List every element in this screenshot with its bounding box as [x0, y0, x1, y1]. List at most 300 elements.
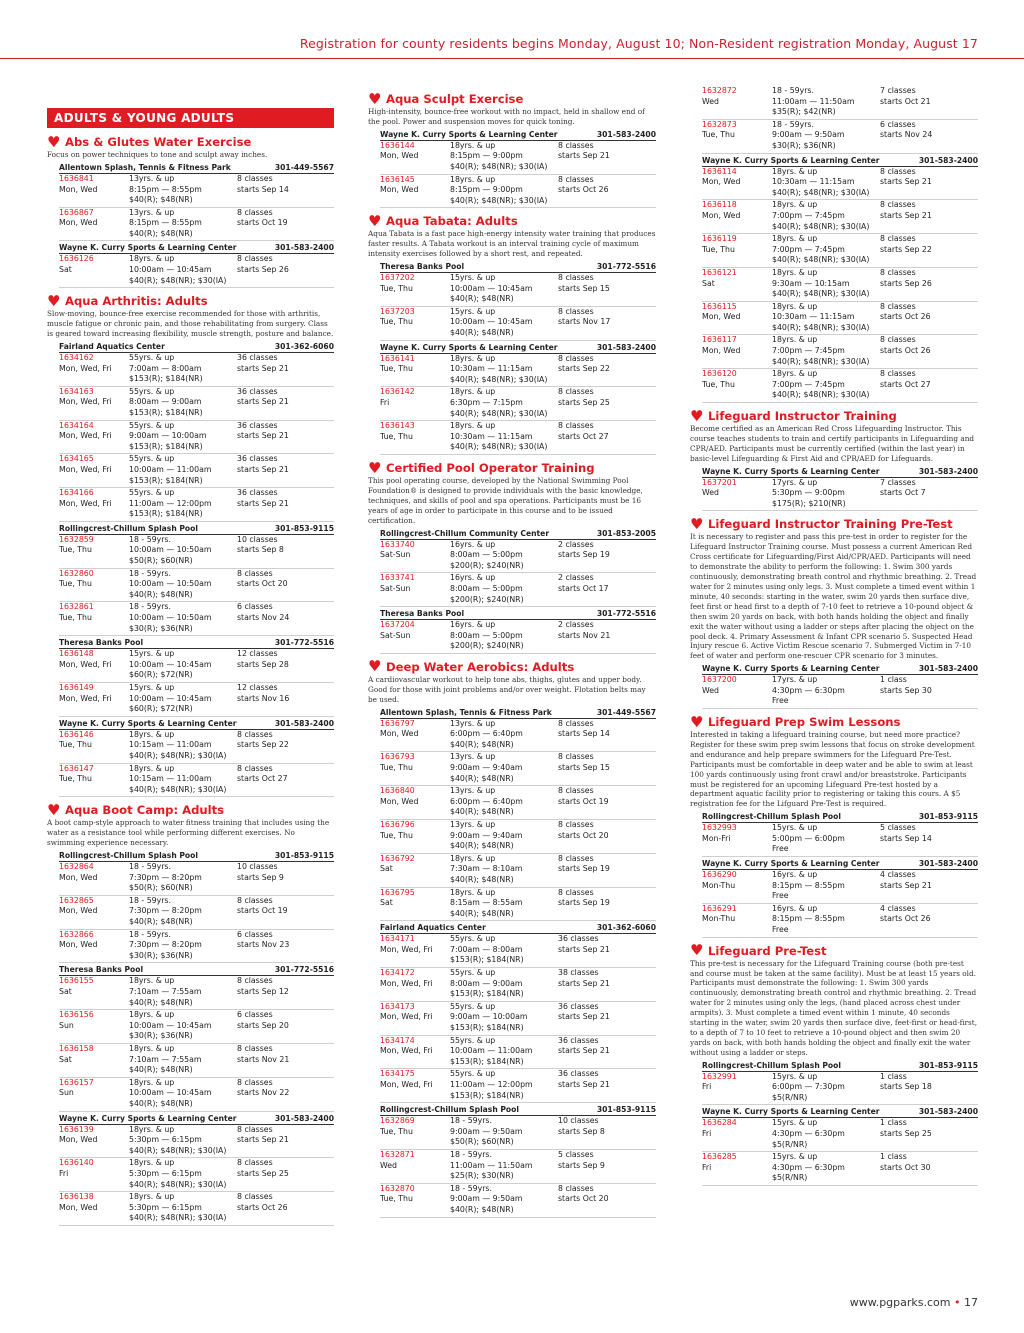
location-name: Fairland Aquatics Center [380, 923, 486, 933]
course-block [47, 800, 334, 1226]
location-name: Theresa Banks Pool [380, 262, 465, 272]
location-header [59, 1112, 334, 1125]
class-listing [702, 120, 978, 154]
class-fee: $153(R); $184(NR) [450, 1090, 524, 1100]
start-date: starts Sep 18 [880, 1082, 932, 1092]
course-code-link[interactable]: 1637201 [702, 477, 737, 487]
listing-code-days [59, 569, 129, 601]
class-listing [59, 174, 334, 208]
listing-sessions [558, 1184, 656, 1216]
course-code-link[interactable]: 1632873 [702, 119, 737, 129]
listing-age-time-fee [129, 1192, 237, 1224]
meeting-days: Sat [59, 1054, 72, 1064]
class-fee: $200(R); $240(NR) [450, 641, 524, 651]
class-listing [702, 234, 978, 268]
listing-sessions [558, 1069, 656, 1101]
listing-sessions [880, 1152, 978, 1184]
meeting-days: Sun [59, 1020, 74, 1030]
course-code-link[interactable]: 1636156 [59, 1010, 94, 1020]
course-code-link[interactable]: 1636143 [380, 421, 415, 431]
location-name: Rollingcrest-Chillum Splash Pool [59, 851, 198, 861]
age-range: 15yrs. & up [129, 649, 175, 659]
class-time: 6:00pm — 7:30pm [772, 1082, 845, 1092]
class-listing [59, 930, 334, 964]
start-date: starts Sep 22 [237, 740, 289, 750]
listing-code-days [59, 353, 129, 385]
listing-code-days [380, 1069, 450, 1101]
course-code-link[interactable]: 1636796 [380, 819, 415, 829]
course-code-link[interactable]: 1637200 [702, 675, 737, 685]
location-phone: 301-583-2400 [274, 243, 334, 253]
class-time: 8:00am — 5:00pm [450, 550, 523, 560]
listing-age-time-fee [129, 421, 237, 453]
location-header [59, 963, 334, 976]
heart-icon: ♥ [47, 291, 61, 310]
location-header [702, 1105, 978, 1118]
course-code-link[interactable]: 1632861 [59, 602, 94, 612]
age-range: 13yrs. & up [450, 819, 496, 829]
class-fee: $153(R); $184(NR) [129, 407, 203, 417]
course-code-link[interactable]: 1636797 [380, 718, 415, 728]
meeting-days: Tue, Thu [380, 762, 413, 772]
listing-sessions [880, 335, 978, 367]
location-header [380, 607, 656, 620]
class-time: 9:00am — 9:40am [450, 830, 523, 840]
course-code-link[interactable]: 1636285 [702, 1152, 737, 1162]
listing-sessions [558, 968, 656, 1000]
location-phone: 301-362-6060 [274, 341, 334, 351]
listing-code-days [702, 1152, 772, 1184]
location-header [59, 717, 334, 730]
start-date: starts Sep 25 [237, 1168, 289, 1178]
course-code-link[interactable]: 1632859 [59, 534, 94, 544]
class-listing [59, 862, 334, 896]
course-code-link[interactable]: 1636142 [380, 387, 415, 397]
listing-age-time-fee [772, 234, 880, 266]
location-phone: 301-853-9115 [274, 523, 334, 533]
listing-code-days [59, 764, 129, 796]
class-listing [380, 273, 656, 307]
class-count: 8 classes [880, 301, 916, 311]
location-phone: 301-449-5567 [274, 162, 334, 172]
meeting-days: Mon, Wed [59, 940, 98, 950]
listing-sessions [880, 120, 978, 152]
course-code-link[interactable]: 1634165 [59, 454, 94, 464]
age-range: 18yrs. & up [450, 421, 496, 431]
class-listing [59, 649, 334, 683]
listing-code-days [702, 86, 772, 118]
start-date: starts Oct 19 [558, 796, 609, 806]
listing-age-time-fee [450, 273, 558, 305]
location-name: Rollingcrest-Chillum Splash Pool [702, 1060, 841, 1070]
listing-age-time-fee [772, 1072, 880, 1104]
location-header [59, 636, 334, 649]
course-code-link[interactable]: 1636115 [702, 301, 737, 311]
course-code-link[interactable]: 1636149 [59, 683, 94, 692]
course-code-link[interactable]: 1636139 [59, 1124, 94, 1134]
meeting-days: Sat-Sun [380, 550, 411, 560]
start-date: starts Sep 21 [237, 1135, 289, 1145]
age-range: 18yrs. & up [772, 301, 818, 311]
class-count: 8 classes [237, 976, 273, 986]
course-code-link[interactable]: 1632864 [59, 862, 94, 872]
heart-icon: ♥ [47, 132, 61, 151]
age-range: 55yrs. & up [129, 386, 175, 396]
class-fee: $153(R); $184(NR) [450, 1056, 524, 1066]
class-listing [380, 1116, 656, 1150]
course-code-link[interactable]: 1636147 [59, 763, 94, 773]
heart-icon: ♥ [690, 406, 704, 425]
listing-sessions [880, 86, 978, 118]
course-code-link[interactable]: 1632860 [59, 568, 94, 578]
course-code-link[interactable]: 1634172 [380, 968, 415, 978]
meeting-days: Mon, Wed [380, 185, 419, 195]
class-listing [380, 1002, 656, 1036]
listing-age-time-fee [450, 307, 558, 339]
listing-code-days [702, 234, 772, 266]
start-date: starts Sep 21 [237, 464, 289, 474]
class-count: 36 classes [558, 1001, 599, 1011]
course-code-link[interactable]: 1633740 [380, 539, 415, 549]
listing-age-time-fee [129, 454, 237, 486]
class-time: 8:15pm — 8:55pm [129, 184, 202, 194]
location-phone: 301-583-2400 [918, 155, 978, 165]
class-count: 8 classes [558, 140, 594, 150]
course-code-link[interactable]: 1636114 [702, 166, 737, 176]
class-fee: $35(R); $42(NR) [772, 107, 836, 117]
location-name: Theresa Banks Pool [59, 638, 144, 648]
course-code-link[interactable]: 1634173 [380, 1001, 415, 1011]
location-header [380, 1103, 656, 1116]
course-code-link[interactable]: 1636145 [380, 174, 415, 184]
age-range: 16yrs. & up [450, 573, 496, 583]
listing-age-time-fee [772, 120, 880, 152]
course-code-link[interactable]: 1636141 [380, 353, 415, 363]
course-code-link[interactable]: 1636795 [380, 887, 415, 897]
listing-age-time-fee [129, 896, 237, 928]
age-range: 18yrs. & up [772, 267, 818, 277]
listing-age-time-fee [450, 387, 558, 419]
class-time: 8:15pm — 9:00pm [450, 151, 523, 161]
listing-code-days [380, 421, 450, 453]
class-count: 5 classes [880, 823, 916, 833]
class-time: 9:00am — 9:50am [772, 130, 845, 140]
course-code-link[interactable]: 1633741 [380, 573, 415, 583]
age-range: 55yrs. & up [129, 352, 175, 362]
listing-sessions [558, 273, 656, 305]
age-range: 15yrs. & up [772, 823, 818, 833]
location-phone: 301-583-2400 [596, 342, 656, 352]
course-code-link[interactable]: 1632870 [380, 1183, 415, 1193]
course-code-link[interactable]: 1634175 [380, 1069, 415, 1079]
listing-sessions [237, 976, 334, 1008]
course-code-link[interactable]: 1634166 [59, 488, 94, 498]
meeting-days: Mon, Wed [380, 796, 419, 806]
course-code-link[interactable]: 1636158 [59, 1043, 94, 1053]
course-code-link[interactable]: 1634164 [59, 420, 94, 430]
class-time: 8:00am — 5:00pm [450, 630, 523, 640]
meeting-days: Wed [702, 488, 719, 498]
course-code-link[interactable]: 1632991 [702, 1071, 737, 1081]
course-description: High-intensity, bounce-free workout with no impact, held in shallow end of the pool. Power and suspension moves for quick toning. [368, 107, 645, 126]
class-count: 1 class [880, 1118, 907, 1128]
class-count: 7 classes [880, 477, 916, 487]
meeting-days: Mon, Wed, Fri [59, 464, 112, 474]
class-listing [59, 764, 334, 798]
age-range: 55yrs. & up [450, 1001, 496, 1011]
course-title [690, 514, 978, 533]
course-code-link[interactable]: 1636867 [59, 207, 94, 217]
class-listing [380, 1184, 656, 1218]
course-code-link[interactable]: 1636155 [59, 976, 94, 986]
class-time: 11:00am — 12:00pm [450, 1080, 533, 1089]
meeting-days: Mon, Wed [59, 1202, 98, 1212]
listing-age-time-fee [129, 208, 237, 240]
section-banner: ADULTS & YOUNG ADULTS [47, 108, 334, 128]
course-title-text: Lifeguard Prep Swim Lessons [708, 715, 901, 729]
start-date: starts Sep 15 [558, 283, 610, 293]
listing-sessions [237, 1158, 334, 1190]
course-code-link[interactable]: 1636157 [59, 1077, 94, 1087]
class-count: 6 classes [237, 929, 273, 939]
class-listing [59, 683, 334, 717]
course-code-link[interactable]: 1636146 [59, 729, 94, 739]
class-time: 4:30pm — 6:30pm [772, 685, 845, 695]
listing-sessions [237, 254, 334, 286]
age-range: 16yrs. & up [772, 903, 818, 913]
course-code-link[interactable]: 1636140 [59, 1158, 94, 1168]
meeting-days: Sat [59, 987, 72, 996]
course-title-text: Certified Pool Operator Training [386, 461, 595, 475]
location-name: Wayne K. Curry Sports & Learning Center [380, 129, 558, 139]
class-time: 7:30pm — 8:20pm [129, 872, 202, 882]
listing-code-days [59, 1158, 129, 1190]
class-time: 11:00am — 12:00pm [129, 498, 212, 508]
listing-code-days [702, 870, 772, 902]
course-code-link[interactable]: 1636117 [702, 335, 737, 345]
course-block [690, 406, 978, 511]
listing-sessions [880, 302, 978, 334]
column-3 [690, 86, 978, 1192]
age-range: 18yrs. & up [129, 1077, 175, 1087]
class-count: 8 classes [558, 306, 594, 316]
listing-code-days [380, 1116, 450, 1148]
listing-age-time-fee [772, 1118, 880, 1150]
class-listing [380, 820, 656, 854]
course-code-link[interactable]: 1636291 [702, 903, 737, 913]
start-date: starts Sep 8 [237, 545, 284, 555]
class-fee: $40(R); $48(NR); $30(IA) [450, 408, 548, 418]
class-count: 36 classes [558, 1069, 599, 1079]
listing-code-days [59, 1125, 129, 1157]
meeting-days: Mon, Wed, Fri [59, 659, 112, 669]
course-code-link[interactable]: 1636148 [59, 649, 94, 659]
course-code-link[interactable]: 1636119 [702, 234, 737, 244]
listing-age-time-fee [450, 354, 558, 386]
start-date: starts Nov 24 [880, 130, 933, 140]
course-code-link[interactable]: 1636290 [702, 870, 737, 880]
course-code-link[interactable]: 1634171 [380, 934, 415, 944]
location-name: Fairland Aquatics Center [59, 341, 165, 351]
start-date: starts Oct 26 [558, 185, 609, 195]
course-code-link[interactable]: 1636793 [380, 752, 415, 762]
age-range: 18 - 59yrs. [129, 534, 171, 544]
meeting-days: Tue, Thu [59, 774, 92, 784]
class-time: 9:00am — 9:40am [450, 762, 523, 772]
course-code-link[interactable]: 1634163 [59, 386, 94, 396]
class-listing [59, 1158, 334, 1192]
course-code-link[interactable]: 1636126 [59, 254, 94, 264]
class-time: 8:00am — 9:00am [450, 978, 523, 988]
age-range: 18 - 59yrs. [129, 895, 171, 905]
course-code-link[interactable]: 1634162 [59, 352, 94, 362]
start-date: starts Sep 21 [880, 880, 932, 890]
listing-sessions [237, 174, 334, 206]
listing-sessions [880, 1072, 978, 1104]
age-range: 15yrs. & up [772, 1071, 818, 1081]
listing-age-time-fee [129, 862, 237, 894]
page-header [0, 0, 1024, 62]
meeting-days: Tue, Thu [59, 545, 92, 555]
class-count: 8 classes [237, 763, 273, 773]
listing-code-days [702, 1118, 772, 1150]
class-time: 10:00am — 10:45am [129, 693, 212, 703]
location-header [380, 706, 656, 719]
course-code-link[interactable]: 1632871 [380, 1149, 415, 1159]
listing-code-days [59, 535, 129, 567]
class-count: 6 classes [237, 602, 273, 612]
class-time: 10:00am — 10:45am [450, 283, 533, 293]
class-count: 8 classes [558, 853, 594, 863]
course-title-text: Aqua Tabata: Adults [386, 214, 518, 229]
class-fee: $40(R); $48(NR); $30(IA) [129, 1145, 227, 1155]
listing-sessions [237, 569, 334, 601]
course-code-link[interactable]: 1636144 [380, 140, 415, 150]
course-code-link[interactable]: 1632866 [59, 929, 94, 939]
class-time: 9:00am — 10:00am [129, 431, 207, 441]
age-range: 18yrs. & up [129, 254, 175, 264]
listing-age-time-fee [450, 573, 558, 605]
class-fee: $153(R); $184(NR) [450, 1023, 524, 1033]
course-code-link[interactable]: 1634174 [380, 1035, 415, 1045]
listing-age-time-fee [450, 888, 558, 920]
listing-code-days [380, 786, 450, 818]
class-count: 36 classes [237, 420, 278, 430]
listing-age-time-fee [129, 569, 237, 601]
start-date: starts Oct 27 [880, 379, 931, 389]
course-code-link[interactable]: 1636840 [380, 786, 415, 796]
listing-age-time-fee [450, 1116, 558, 1148]
age-range: 55yrs. & up [129, 420, 175, 430]
listing-sessions [558, 421, 656, 453]
class-listing [59, 421, 334, 455]
class-fee: $153(R); $184(NR) [129, 374, 203, 384]
location-name: Wayne K. Curry Sports & Learning Center [702, 664, 880, 674]
class-fee: $40(R); $48(NR); $30(IA) [772, 356, 870, 366]
course-title [47, 800, 334, 819]
location-name: Rollingcrest-Chillum Splash Pool [702, 812, 841, 822]
age-range: 55yrs. & up [450, 1069, 496, 1079]
listing-sessions [237, 930, 334, 962]
listing-code-days [380, 354, 450, 386]
listing-code-days [59, 1192, 129, 1224]
location-name: Wayne K. Curry Sports & Learning Center [702, 466, 880, 476]
class-listing [380, 307, 656, 341]
course-code-link[interactable]: 1636120 [702, 369, 737, 379]
class-listing [702, 1152, 978, 1186]
course-code-link[interactable]: 1637204 [380, 620, 415, 630]
location-phone: 301-853-9115 [918, 1060, 978, 1070]
class-time: 6:00pm — 6:40pm [450, 729, 523, 739]
location-header [380, 341, 656, 354]
listing-sessions [237, 683, 334, 715]
location-header [380, 260, 656, 273]
class-listing [59, 535, 334, 569]
class-fee: $40(R); $48(NR) [129, 1065, 193, 1075]
class-listing [702, 904, 978, 938]
course-code-link[interactable]: 1636121 [702, 267, 737, 277]
age-range: 18 - 59yrs. [129, 568, 171, 578]
class-time: 7:30pm — 8:20pm [129, 940, 202, 950]
start-date: starts Sep 21 [558, 944, 610, 954]
course-code-link[interactable]: 1636284 [702, 1118, 737, 1128]
class-fee: $40(R); $48(NR); $30(IA) [450, 374, 548, 384]
listing-sessions [880, 1118, 978, 1150]
course-code-link[interactable]: 1636841 [59, 173, 94, 183]
class-fee: $153(R); $184(NR) [450, 989, 524, 999]
course-code-link[interactable]: 1632865 [59, 895, 94, 905]
age-range: 13yrs. & up [129, 207, 175, 217]
class-listing [59, 254, 334, 288]
listing-code-days [702, 120, 772, 152]
course-code-link[interactable]: 1636118 [702, 200, 737, 210]
class-time: 7:30am — 8:10am [450, 864, 523, 874]
class-time: 8:00am — 5:00pm [450, 583, 523, 593]
class-listing [702, 302, 978, 336]
course-code-link[interactable]: 1637203 [380, 306, 415, 316]
footer-url[interactable]: www.pgparks.com [849, 1296, 951, 1309]
course-code-link[interactable]: 1636792 [380, 853, 415, 863]
heart-icon: ♥ [368, 211, 382, 230]
start-date: starts Sep 26 [880, 278, 932, 288]
listing-age-time-fee [129, 730, 237, 762]
listing-age-time-fee [129, 1125, 237, 1157]
listing-code-days [380, 540, 450, 572]
course-code-link[interactable]: 1632993 [702, 823, 737, 833]
age-range: 18 - 59yrs. [129, 862, 171, 872]
column-1 [47, 86, 334, 1232]
listing-code-days [59, 1078, 129, 1110]
course-code-link[interactable]: 1636138 [59, 1192, 94, 1202]
listing-code-days [380, 273, 450, 305]
start-date: starts Sep 26 [237, 265, 289, 275]
class-fee: $40(R); $48(NR) [129, 228, 193, 238]
start-date: starts Oct 26 [880, 346, 931, 356]
meeting-days: Wed [702, 685, 719, 695]
listing-age-time-fee [450, 141, 558, 173]
course-title [690, 406, 978, 425]
course-code-link[interactable]: 1637202 [380, 273, 415, 283]
class-listing [59, 569, 334, 603]
location-phone: 301-362-6060 [596, 923, 656, 933]
course-code-link[interactable]: 1632872 [702, 86, 737, 95]
course-code-link[interactable]: 1632869 [380, 1116, 415, 1126]
course-block [47, 291, 334, 797]
meeting-days: Mon, Wed [59, 906, 98, 916]
class-listing [380, 1150, 656, 1184]
listing-sessions [880, 369, 978, 401]
class-count: 1 class [880, 675, 907, 685]
